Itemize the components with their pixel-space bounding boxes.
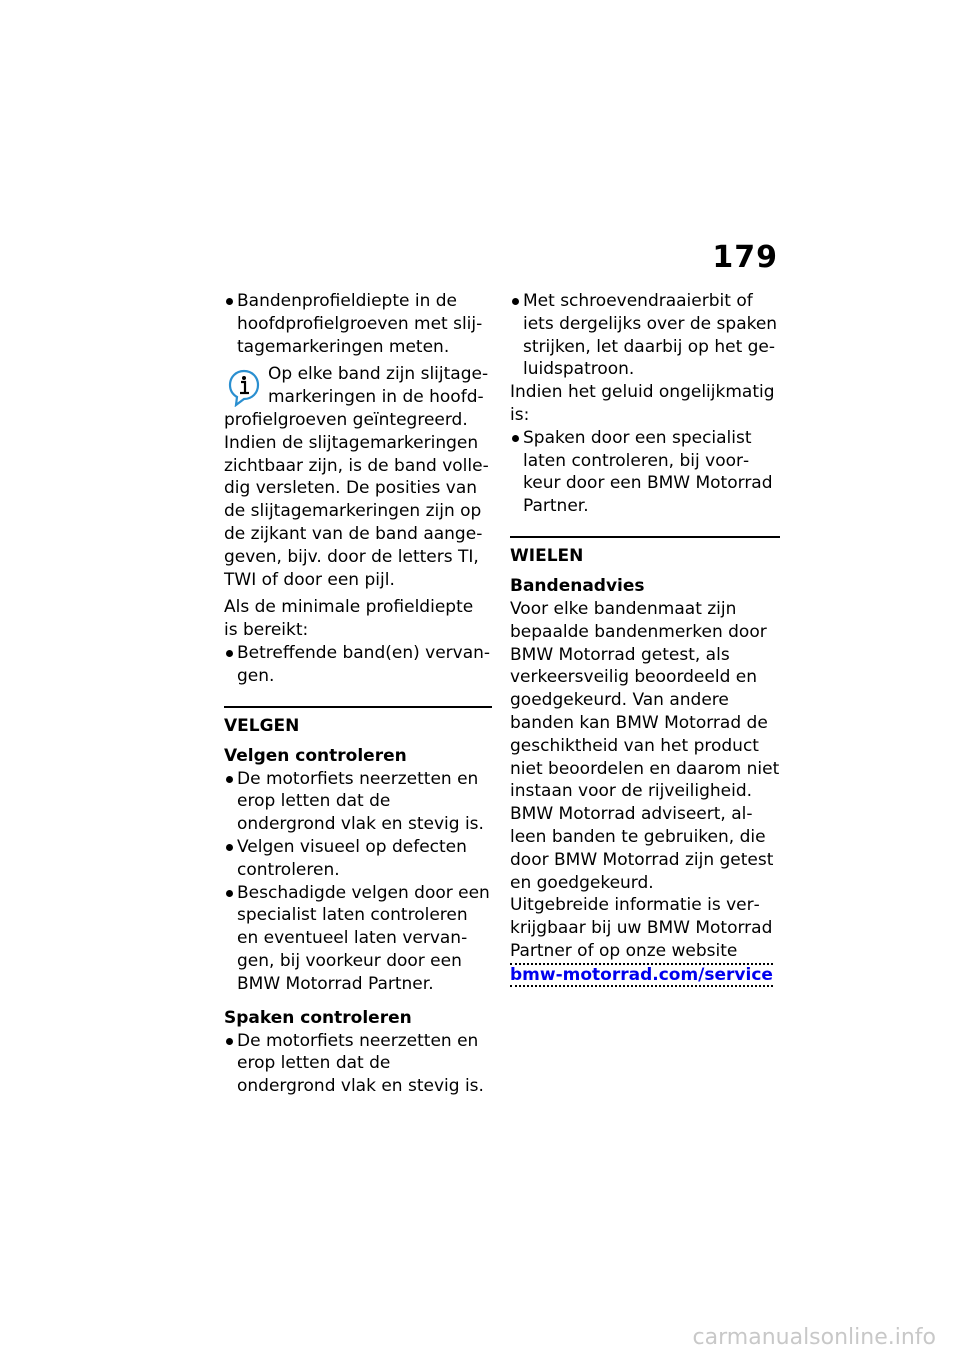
right-column [510, 290, 780, 987]
info-text: Op elke band zijn slijtagemarkeringen in de hoofdprofielgroeven geïntegreerd. Indien de slijtagemarkeringen zichtbaar zijn, is de band volledig versleten. De posities van de slijtagemarkeringen zijn op de zijkant van de band aangegeven, bijv. door de letters TI, TWI of door een pijl. [224, 364, 489, 590]
list-item: Bandenprofieldiepte in de hoofdprofielgroeven met slijtagemarkeringen meten. [224, 290, 492, 358]
paragraph: Voor elke bandenmaat zijn bepaalde bandenmerken door BMW Motorrad getest, als verkeersveilig beoordeeld en goedgekeurd. Van andere banden kan BMW Motorrad de geschiktheid van het product niet beoordelen en daarom niet instaan voor de rijveiligheid. BMW Motorrad adviseert, alleen banden te gebruiken, die door BMW Motorrad zijn getest en goedgekeurd. [510, 598, 780, 893]
info-icon [224, 365, 264, 407]
watermark: carmanualsonline.info [692, 1325, 936, 1350]
left-column [224, 290, 492, 1098]
section-divider [510, 536, 780, 538]
list-item: Spaken door een specialist laten controleren, bij voorkeur door een BMW Motorrad Partner. [510, 427, 780, 518]
list-item: Betreffende band(en) vervangen. [224, 642, 492, 688]
section-divider [224, 706, 492, 708]
list-item: Beschadigde velgen door een specialist laten controleren en eventueel laten vervangen, bij voorkeur door een BMW Motorrad Partner. [224, 882, 492, 996]
page-number: 179 [712, 240, 778, 275]
list-item: Met schroevendraaierbit of iets dergelijks over de spaken strijken, let daarbij op het geluidspatroon. [510, 290, 780, 381]
section-title: VELGEN [224, 715, 300, 736]
website-link[interactable]: bmw-motorrad.com/service [510, 964, 773, 985]
paragraph: Indien het geluid ongelijkmatig is: [510, 382, 775, 425]
subsection-title: Bandenadvies [510, 575, 645, 596]
paragraph: Als de minimale profieldiepte is bereikt: [224, 597, 474, 641]
list-item: De motorfiets neerzetten en erop letten dat de ondergrond vlak en stevig is. [224, 1030, 492, 1098]
subsection-title: Velgen controleren [224, 745, 407, 766]
paragraph: Uitgebreide informatie is verkrijgbaar bij uw BMW Motorrad Partner of op onze website [510, 895, 773, 961]
section-title: WIELEN [510, 545, 584, 566]
info-note [224, 363, 492, 591]
list-item: Velgen visueel op defecten controleren. [224, 836, 492, 882]
list-item: De motorfiets neerzetten en erop letten dat de ondergrond vlak en stevig is. [224, 768, 492, 836]
subsection-title: Spaken controleren [224, 1007, 412, 1028]
